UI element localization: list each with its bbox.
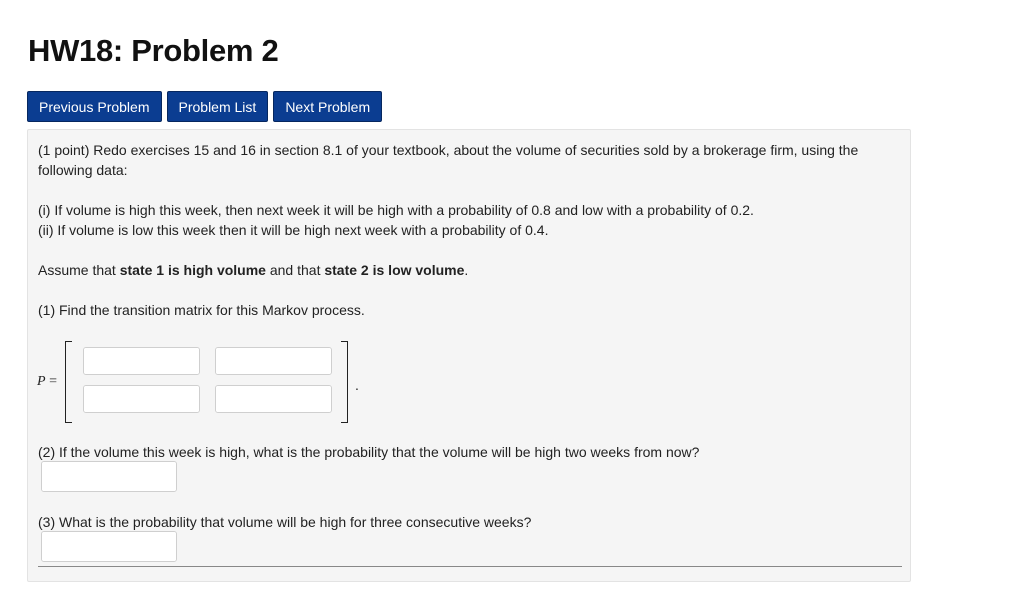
matrix-cell-2-2 (215, 385, 332, 413)
matrix-cell-1-1 (83, 347, 200, 375)
matrix-cell-2-1 (83, 385, 200, 413)
answer-input-2[interactable] (42, 462, 177, 491)
answer-box-3 (41, 531, 177, 562)
assume-mid: and that (265, 262, 325, 278)
previous-problem-button[interactable]: Previous Problem (27, 91, 162, 122)
matrix-input-1-1[interactable] (84, 348, 200, 374)
answer-input-3[interactable] (42, 532, 177, 561)
matrix-cell-1-2 (215, 347, 332, 375)
divider (38, 566, 902, 567)
assume-state-2: state 2 is low volume (324, 262, 465, 278)
matrix-period: . (355, 377, 359, 393)
page-title: HW18: Problem 2 (28, 33, 279, 68)
question-3: (3) What is the probability that volume will be high for three consecutive weeks? (38, 514, 532, 530)
problem-list-button[interactable]: Problem List (167, 91, 269, 122)
matrix-left-bracket (65, 341, 72, 423)
matrix-label (37, 374, 57, 390)
question-1: (1) Find the transition matrix for this Markov process. (38, 302, 365, 318)
assume-post: . (464, 262, 469, 278)
assumption-text (38, 260, 898, 280)
assume-state-1: state 1 is high volume (119, 262, 266, 278)
problem-nav (27, 91, 382, 122)
matrix-input-1-2[interactable] (216, 348, 332, 374)
assume-pre: Assume that (38, 262, 120, 278)
question-2: (2) If the volume this week is high, what is the probability that the volume will be high two weeks from now? (38, 444, 700, 460)
condition-2: (ii) If volume is low this week then it will be high next week with a probability of 0.4. (38, 222, 549, 238)
matrix-input-2-2[interactable] (216, 386, 332, 412)
matrix-input-2-1[interactable] (84, 386, 200, 412)
condition-1: (i) If volume is high this week, then next week it will be high with a probability of 0.8 and low with a probability of 0.2. (38, 202, 754, 218)
answer-box-2 (41, 461, 177, 492)
matrix-right-bracket (341, 341, 348, 423)
matrix-symbol: P (37, 374, 46, 389)
next-problem-button[interactable]: Next Problem (273, 91, 382, 122)
problem-panel (27, 129, 911, 582)
problem-intro: (1 point) Redo exercises 15 and 16 in section 8.1 of your textbook, about the volume of securities sold by a brokerage firm, using the following data: (38, 142, 859, 178)
matrix-equals: = (45, 374, 57, 389)
